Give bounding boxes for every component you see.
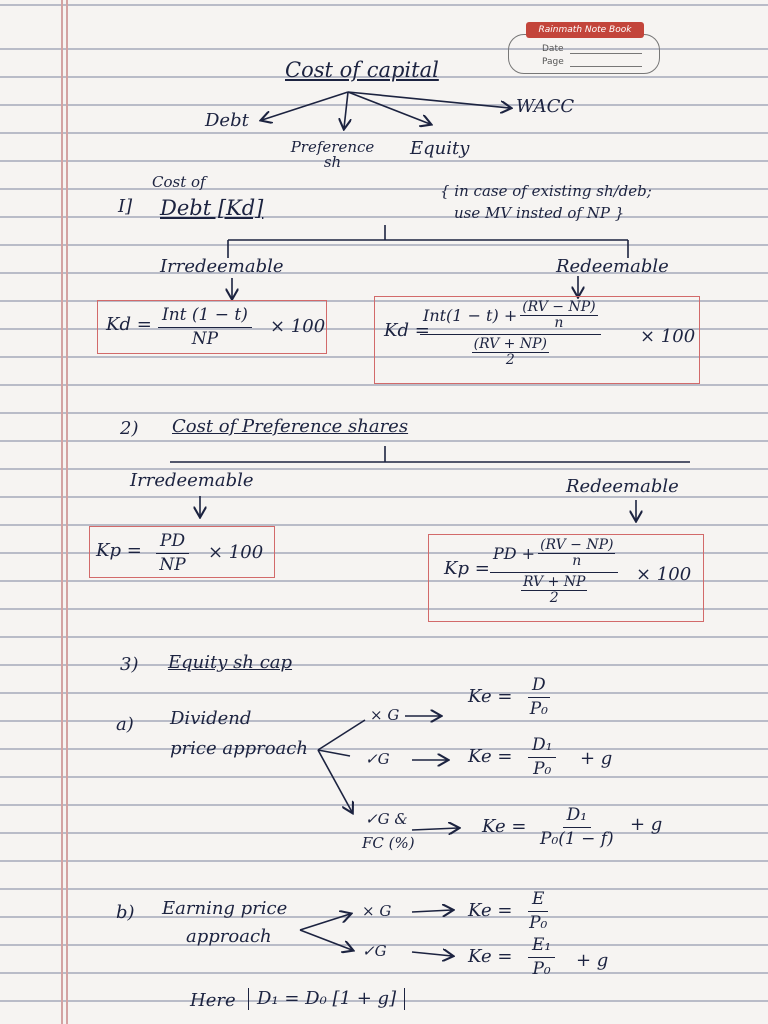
formula-fraction (528, 890, 548, 932)
denominator: P₀ (529, 698, 548, 719)
here-formula: D₁ = D₀ [1 + g] (248, 988, 405, 1010)
formula-lhs: Kp = (96, 540, 142, 561)
date-label: Date (542, 44, 564, 54)
branch-preference: Preference sh (290, 138, 375, 171)
notebook-header (508, 22, 660, 74)
denominator: P₀ (532, 958, 551, 979)
formula-lhs: Kd = (106, 314, 152, 335)
section-number: 2) (120, 418, 139, 439)
formula-fraction (490, 538, 618, 607)
page-title: Cost of capital (285, 58, 439, 82)
date-page-box (508, 34, 660, 74)
redeemable-label: Redeemable (566, 476, 679, 497)
multiplier: × 100 (636, 564, 692, 585)
irredeemable-label: Irredeemable (160, 256, 284, 277)
case-label: × G (370, 706, 400, 724)
section-heading: Equity sh cap (168, 652, 293, 673)
formula-plus: + g (580, 748, 613, 769)
formula-lhs: Ke = (482, 816, 527, 837)
denominator: P₀ (533, 758, 552, 779)
formula-fraction (158, 306, 252, 348)
numerator: D₁ (528, 736, 556, 758)
formula-fraction (420, 300, 601, 369)
numerator: D (528, 676, 550, 698)
denominator: NP (159, 554, 186, 575)
formula-fraction (540, 806, 614, 848)
formula-lhs: Ke = (468, 686, 513, 707)
numerator: Int (1 − t) (158, 306, 252, 328)
multiplier: × 100 (270, 316, 326, 337)
formula-lhs: Kd = (384, 320, 430, 341)
sub-label-b: b) (116, 902, 135, 923)
case-label: ✓G (362, 942, 387, 960)
section-heading-top: Cost of (152, 173, 206, 191)
sub-label-a: a) (116, 714, 134, 735)
multiplier: × 100 (640, 326, 696, 347)
section-note: { in case of existing sh/deb; (440, 182, 652, 200)
section-heading: Cost of Preference shares (172, 416, 409, 437)
formula-lhs: Ke = (468, 900, 513, 921)
margin-line (66, 0, 68, 1024)
denominator: (RV + NP) 2 (473, 335, 547, 369)
formula-lhs: Kp = (444, 558, 490, 579)
approach-name: Dividend (170, 708, 252, 729)
brand-logo: Rainmath Note Book (526, 22, 644, 38)
numerator: D₁ (563, 806, 591, 828)
redeemable-label: Redeemable (556, 256, 669, 277)
denominator: NP (191, 328, 219, 349)
formula-plus: + g (576, 950, 609, 971)
numerator: E (528, 890, 548, 912)
section-heading: Debt [Kd] (160, 196, 264, 220)
case-label: ✓G & (365, 810, 408, 828)
page-label: Page (542, 57, 564, 67)
formula-fraction (528, 676, 550, 718)
formula-plus: + g (630, 814, 663, 835)
here-label: Here (190, 990, 236, 1011)
denominator: P₀(1 − f) (540, 828, 614, 849)
approach-name: price approach (170, 738, 308, 759)
section-note: use MV insted of NP } (454, 204, 625, 222)
denominator: P₀ (529, 912, 548, 933)
numerator: PD + $\frac{(RV - NP)}{n}$ (490, 538, 618, 573)
numerator: PD (156, 532, 189, 554)
multiplier: × 100 (208, 542, 264, 563)
branch-debt: Debt (205, 110, 249, 131)
formula-lhs: Ke = (468, 946, 513, 967)
margin-line (61, 0, 63, 1024)
branch-wacc: WACC (516, 96, 575, 117)
section-number: I] (118, 196, 133, 217)
branch-equity: Equity (410, 138, 470, 159)
approach-name: approach (186, 926, 272, 947)
section-number: 3) (120, 654, 139, 675)
formula-fraction (156, 532, 189, 574)
denominator: RV + NP 2 (523, 573, 586, 607)
approach-name: Earning price (162, 898, 288, 919)
irredeemable-label: Irredeemable (130, 470, 254, 491)
case-label: ✓G (365, 750, 390, 768)
formula-fraction (528, 936, 555, 978)
numerator: E₁ (528, 936, 555, 958)
formula-lhs: Ke = (468, 746, 513, 767)
formula-fraction (528, 736, 556, 778)
numerator: Int(1 − t) + $\frac{(RV - NP)}{n}$ (420, 300, 601, 335)
case-label: × G (362, 902, 392, 920)
case-label: FC (%) (362, 834, 415, 852)
